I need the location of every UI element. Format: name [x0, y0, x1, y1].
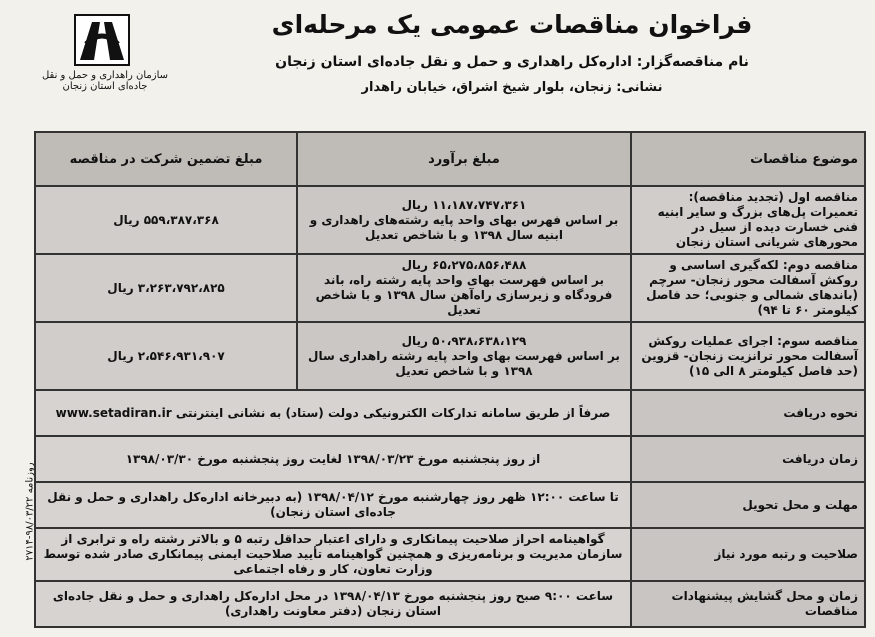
project-subject: مناقصه دوم: لکه‌گیری اساسی و روکش آسفالت محور زنجان- سرچم (باندهای شمالی و جنوبی؛ حد فاصل کیلومتر ۶۰ تا ۹۴)	[631, 254, 865, 322]
header-estimate: مبلغ برآورد	[297, 132, 631, 186]
info-row-retrieval-time	[35, 436, 865, 482]
info-value: از روز پنجشنبه مورخ ۱۳۹۸/۰۳/۲۳ لغایت روز پنجشنبه مورخ ۱۳۹۸/۰۳/۳۰	[35, 436, 631, 482]
info-value: گواهینامه احراز صلاحیت پیمانکاری و دارای اعتبار حداقل رتبه ۵ و بالاتر رشته راه و ترابری از سازمان مدیریت و برنامه‌ریزی و همچنین گواهینامه تأیید صلاحیت ایمنی پیمانکاری صادر شده توسط وزارت تعاون، کار و رفاه اجتماعی	[35, 528, 631, 581]
info-label: زمان و محل گشایش پیشنهادات مناقصات	[631, 581, 865, 627]
info-value: تا ساعت ۱۲:۰۰ ظهر روز چهارشنبه مورخ ۱۳۹۸/۰۴/۱۲ (به دبیرخانه اداره‌کل راهداری و حمل و نقل جاده‌ای استان زنجان)	[35, 482, 631, 528]
table-row	[35, 322, 865, 390]
info-row-qualification	[35, 528, 865, 581]
project-guarantee: ۲،۵۴۶،۹۳۱،۹۰۷ ریال	[35, 322, 297, 390]
info-label: صلاحیت و رتبه مورد نیاز	[631, 528, 865, 581]
table-row	[35, 186, 865, 254]
info-label: مهلت و محل تحویل	[631, 482, 865, 528]
info-value: صرفاً از طریق سامانه تدارکات الکترونیکی دولت (ستاد) به نشانی اینترنتی www.setadiran.ir	[35, 390, 631, 436]
info-row-retrieval-method	[35, 390, 865, 436]
project-subject: مناقصه اول (تجدید مناقصه): تعمیرات پل‌های بزرگ و سایر ابنیه فنی خسارت دیده از سیل در محورهای شریانی استان زنجان	[631, 186, 865, 254]
newspaper-stamp-text: روزنامه ۹۸/۰۳/۲۲-۲۷۱۴	[24, 462, 36, 561]
header-subject: موضوع مناقصات	[631, 132, 865, 186]
header-guarantee: مبلغ تضمین شرکت در مناقصه	[35, 132, 297, 186]
project-guarantee: ۵۵۹،۳۸۷،۳۶۸ ریال	[35, 186, 297, 254]
info-row-opening	[35, 581, 865, 627]
estimate-amount: ۱۱،۱۸۷،۷۴۷،۳۶۱ ریال	[401, 197, 527, 212]
estimate-description: بر اساس فهرس بهای واحد پایه رشته‌های راهداری و ابنیه سال ۱۳۹۸ و با شاخص تعدیل	[309, 212, 619, 242]
table-header-row	[35, 132, 865, 186]
organizer-name: نام مناقصه‌گزار: اداره‌کل راهداری و حمل و نقل جاده‌ای استان زنجان	[275, 54, 749, 70]
project-subject: مناقصه سوم: اجرای عملیات روکش آسفالت محور ترانزیت زنجان- قزوین (حد فاصل کیلومتر ۸ الی ۱۵)	[631, 322, 865, 390]
project-estimate	[297, 254, 631, 322]
project-guarantee: ۳،۲۶۳،۷۹۲،۸۲۵ ریال	[35, 254, 297, 322]
info-row-deadline	[35, 482, 865, 528]
road-logo-icon	[74, 14, 130, 66]
logo-caption: سازمان راهداری و حمل و نقل جاده‌ای استان زنجان	[41, 70, 169, 92]
estimate-amount: ۶۵،۲۷۵،۸۵۶،۴۸۸ ریال	[401, 258, 527, 272]
info-value: ساعت ۹:۰۰ صبح روز پنجشنبه مورخ ۱۳۹۸/۰۴/۱۳ در محل اداره‌کل راهداری و حمل و نقل جاده‌ای استان زنجان (دفتر معاونت راهداری)	[35, 581, 631, 627]
estimate-amount: ۵۰،۹۳۸،۶۳۸،۱۲۹ ریال	[401, 333, 527, 348]
info-label: زمان دریافت	[631, 436, 865, 482]
tender-table	[34, 131, 866, 628]
estimate-description: بر اساس فهرست بهای واحد پایه رشته راهداری سال ۱۳۹۸ و با شاخص تعدیل	[308, 348, 620, 378]
organization-logo	[30, 12, 180, 112]
tender-notice	[22, 6, 870, 632]
organizer-address: نشانی: زنجان، بلوار شیخ اشراق، خیابان راهدار	[361, 80, 663, 95]
estimate-description: بر اساس فهرست بهای واحد پایه رشته راه، باند فرودگاه و زیرسازی راه‌آهن سال ۱۳۹۸ و با شاخص تعدیل	[315, 273, 613, 317]
project-estimate	[297, 322, 631, 390]
table-row	[35, 254, 865, 322]
page-title: فراخوان مناقصات عمومی یک مرحله‌ای	[271, 10, 753, 39]
project-estimate	[297, 186, 631, 254]
info-label: نحوه دریافت	[631, 390, 865, 436]
